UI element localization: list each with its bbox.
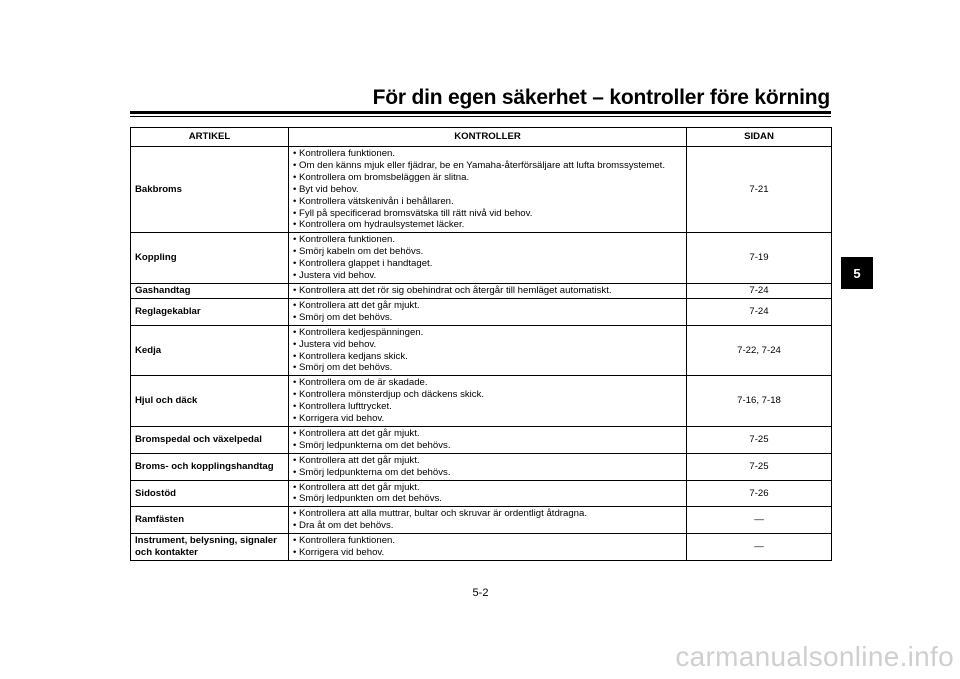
check-item: • Byt vid behov. bbox=[293, 184, 682, 196]
table-row bbox=[131, 376, 832, 427]
table-row bbox=[131, 453, 832, 480]
row-page-ref: 7-25 bbox=[687, 426, 832, 453]
check-item: • Smörj om det behövs. bbox=[293, 312, 682, 324]
row-checks bbox=[289, 283, 687, 298]
table-row bbox=[131, 426, 832, 453]
row-page-ref: 7-16, 7-18 bbox=[687, 376, 832, 427]
page-title: För din egen säkerhet – kontroller före körning bbox=[372, 86, 830, 109]
check-item: • Kontrollera kedjans skick. bbox=[293, 351, 682, 363]
row-item: Kedja bbox=[131, 325, 289, 376]
row-item: Bakbroms bbox=[131, 147, 289, 233]
check-item: • Kontrollera funktionen. bbox=[293, 148, 682, 160]
check-item: • Smörj ledpunkterna om det behövs. bbox=[293, 440, 682, 452]
check-list bbox=[293, 234, 682, 282]
check-item: • Korrigera vid behov. bbox=[293, 547, 682, 559]
table-row bbox=[131, 283, 832, 298]
row-item: Instrument, belysning, signaler och kontakter bbox=[131, 534, 289, 561]
title-rule-thick bbox=[130, 111, 831, 114]
check-item: • Korrigera vid behov. bbox=[293, 413, 682, 425]
check-list bbox=[293, 482, 682, 506]
check-item: • Kontrollera funktionen. bbox=[293, 535, 682, 547]
page-number: 5-2 bbox=[472, 587, 489, 599]
table-row bbox=[131, 325, 832, 376]
row-page-ref: 7-25 bbox=[687, 453, 832, 480]
check-list bbox=[293, 300, 682, 324]
check-item: • Kontrollera funktionen. bbox=[293, 234, 682, 246]
pre-ride-check-table bbox=[130, 127, 832, 561]
watermark: carmanualsonline.info bbox=[675, 641, 954, 672]
check-item: • Kontrollera om hydraulsystemet läcker. bbox=[293, 219, 682, 231]
check-item: • Justera vid behov. bbox=[293, 339, 682, 351]
row-checks bbox=[289, 507, 687, 534]
row-item: Reglagekablar bbox=[131, 298, 289, 325]
check-item: • Smörj ledpunkterna om det behövs. bbox=[293, 467, 682, 479]
chapter-tab[interactable]: 5 bbox=[841, 257, 873, 289]
column-header-page: SIDAN bbox=[687, 128, 832, 147]
check-item: • Kontrollera att det går mjukt. bbox=[293, 455, 682, 467]
row-page-ref: 7-19 bbox=[687, 233, 832, 284]
check-list bbox=[293, 377, 682, 425]
check-list bbox=[293, 508, 682, 532]
check-list bbox=[293, 148, 682, 231]
row-page-ref: 7-26 bbox=[687, 480, 832, 507]
table-row bbox=[131, 298, 832, 325]
row-item: Koppling bbox=[131, 233, 289, 284]
row-item: Broms- och kopplingshandtag bbox=[131, 453, 289, 480]
row-page-ref: 7-24 bbox=[687, 283, 832, 298]
check-item: • Kontrollera att det rör sig obehindrat och återgår till hemläget automatiskt. bbox=[293, 285, 682, 297]
row-checks bbox=[289, 534, 687, 561]
table-body bbox=[131, 147, 832, 561]
row-item: Ramfästen bbox=[131, 507, 289, 534]
check-item: • Kontrollera att det går mjukt. bbox=[293, 428, 682, 440]
check-list bbox=[293, 327, 682, 375]
check-item: • Kontrollera att alla muttrar, bultar och skruvar är ordentligt åtdragna. bbox=[293, 508, 682, 520]
title-rule-thin bbox=[130, 116, 831, 117]
check-item: • Kontrollera vätskenivån i behållaren. bbox=[293, 196, 682, 208]
check-list bbox=[293, 428, 682, 452]
check-list bbox=[293, 285, 682, 297]
check-item: • Kontrollera lufttrycket. bbox=[293, 401, 682, 413]
row-item: Sidostöd bbox=[131, 480, 289, 507]
row-page-ref: 7-24 bbox=[687, 298, 832, 325]
check-item: • Kontrollera kedjespänningen. bbox=[293, 327, 682, 339]
row-item: Hjul och däck bbox=[131, 376, 289, 427]
check-item: • Smörj kabeln om det behövs. bbox=[293, 246, 682, 258]
check-item: • Kontrollera om de är skadade. bbox=[293, 377, 682, 389]
row-page-ref: — bbox=[687, 534, 832, 561]
row-checks bbox=[289, 325, 687, 376]
table-header-row bbox=[131, 128, 832, 147]
check-item: • Kontrollera om bromsbeläggen är slitna. bbox=[293, 172, 682, 184]
row-item: Gashandtag bbox=[131, 283, 289, 298]
table-row bbox=[131, 480, 832, 507]
row-item: Bromspedal och växelpedal bbox=[131, 426, 289, 453]
row-checks bbox=[289, 298, 687, 325]
row-checks bbox=[289, 426, 687, 453]
row-checks bbox=[289, 453, 687, 480]
row-checks bbox=[289, 233, 687, 284]
column-header-item: ARTIKEL bbox=[131, 128, 289, 147]
table-row bbox=[131, 507, 832, 534]
check-item: • Fyll på specificerad bromsvätska till rätt nivå vid behov. bbox=[293, 208, 682, 220]
check-item: • Justera vid behov. bbox=[293, 270, 682, 282]
check-item: • Kontrollera att det går mjukt. bbox=[293, 482, 682, 494]
row-checks bbox=[289, 147, 687, 233]
check-item: • Smörj om det behövs. bbox=[293, 362, 682, 374]
check-item: • Kontrollera mönsterdjup och däckens skick. bbox=[293, 389, 682, 401]
check-item: • Dra åt om det behövs. bbox=[293, 520, 682, 532]
table-row bbox=[131, 534, 832, 561]
check-item: • Kontrollera glappet i handtaget. bbox=[293, 258, 682, 270]
check-item: • Smörj ledpunkten om det behövs. bbox=[293, 493, 682, 505]
row-page-ref: 7-21 bbox=[687, 147, 832, 233]
table-row bbox=[131, 147, 832, 233]
row-page-ref: 7-22, 7-24 bbox=[687, 325, 832, 376]
row-checks bbox=[289, 480, 687, 507]
check-list bbox=[293, 455, 682, 479]
check-item: • Om den känns mjuk eller fjädrar, be en Yamaha-återförsäljare att lufta bromssystemet. bbox=[293, 160, 682, 172]
table-row bbox=[131, 233, 832, 284]
check-item: • Kontrollera att det går mjukt. bbox=[293, 300, 682, 312]
row-page-ref: — bbox=[687, 507, 832, 534]
row-checks bbox=[289, 376, 687, 427]
column-header-checks: KONTROLLER bbox=[289, 128, 687, 147]
check-list bbox=[293, 535, 682, 559]
